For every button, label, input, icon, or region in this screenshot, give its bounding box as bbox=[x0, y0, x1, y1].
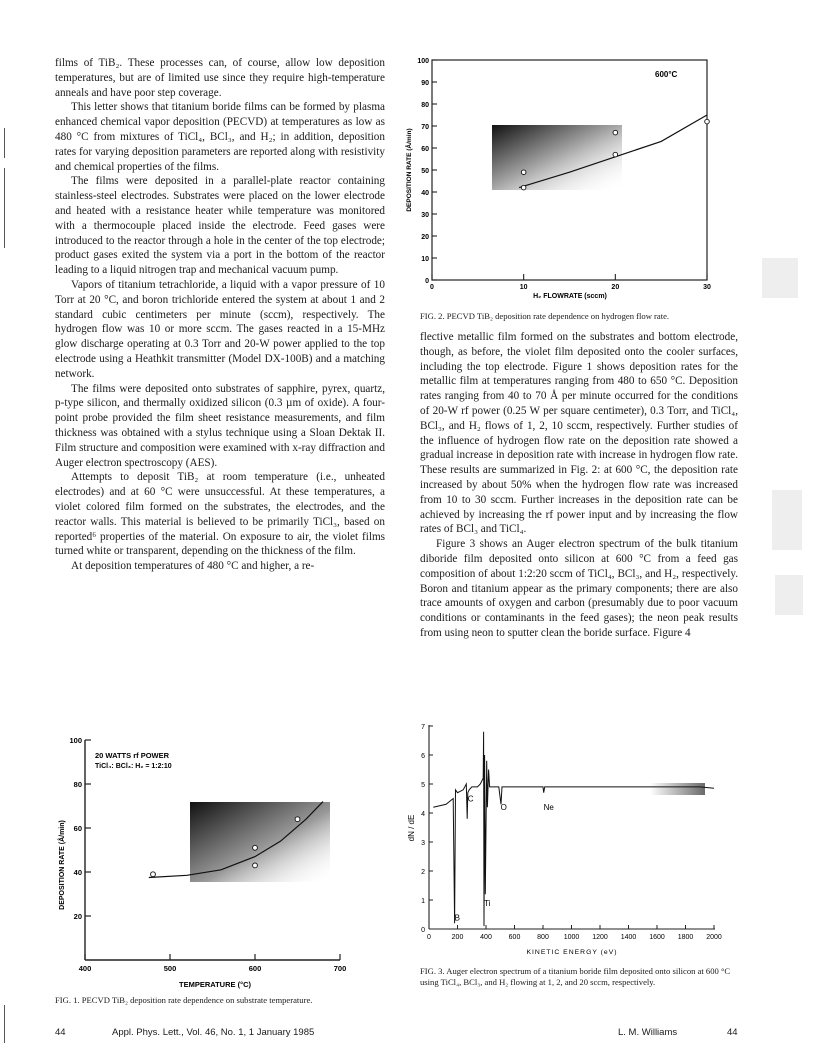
figure-3-chart bbox=[400, 720, 720, 958]
x-tick-label: 200 bbox=[451, 934, 464, 941]
x-tick-label: 30 bbox=[703, 284, 711, 291]
y-tick-label: 1 bbox=[421, 898, 425, 905]
figure-1-caption: FIG. 1. PECVD TiB₂ deposition rate dependence on substrate temperature. bbox=[55, 995, 313, 1005]
y-axis-label: dN / dE bbox=[407, 814, 416, 842]
x-tick-label: 600 bbox=[508, 934, 521, 941]
y-tick-label: 100 bbox=[69, 736, 82, 745]
paragraph: Vapors of titanium tetrachloride, a liquid with a vapor pressure of 10 Torr at 20 °C, and boron trichloride entered the system at about 1 and 2 standard cubic centimeters per minute (sccm), respectively. The hydrogen flow was 10 or more sccm. The gases reacted in a 15-MHz glow discharge operating at 0.3 Torr and 20-W power applied to the top electrode using a Heathkit transmitter (Model DX-100B) and a matching network. bbox=[55, 278, 385, 380]
data-point bbox=[613, 152, 618, 157]
x-tick-label: 400 bbox=[480, 934, 492, 941]
peak-label: Ti bbox=[484, 898, 491, 908]
y-tick-label: 100 bbox=[417, 58, 429, 65]
y-tick-label: 70 bbox=[421, 124, 429, 131]
right-column bbox=[420, 330, 738, 641]
journal-citation: Appl. Phys. Lett., Vol. 46, No. 1, 1 January 1985 bbox=[112, 1027, 315, 1038]
scan-smudge-2 bbox=[772, 490, 802, 550]
x-tick-label: 20 bbox=[611, 284, 620, 291]
x-tick-label: 600 bbox=[248, 964, 262, 973]
y-axis-label: DEPOSITION RATE (Å/min) bbox=[59, 820, 66, 910]
peak-label: C bbox=[467, 794, 474, 804]
x-tick-label: 1600 bbox=[649, 934, 665, 941]
paragraph: The films were deposited onto substrates of sapphire, pyrex, quartz, p-type silicon, and thermally oxidized silicon (0.3 µm of oxide). A four-point probe provided the film sheet resistance measurements, and film thickness was obtained with a stylus technique using a Sloan Dektak II. Film structure and composition were examined with x-ray diffraction and Auger electron spectroscopy (AES). bbox=[55, 382, 385, 469]
y-tick-label: 6 bbox=[421, 753, 425, 760]
figure-2-caption: FIG. 2. PECVD TiB₂ deposition rate dependence on hydrogen flow rate. bbox=[420, 311, 670, 321]
y-tick-label: 3 bbox=[421, 840, 425, 847]
y-tick-label: 40 bbox=[73, 868, 82, 877]
margin-rule-bottom bbox=[4, 1005, 5, 1043]
y-tick-label: 10 bbox=[421, 256, 429, 263]
page-number-left: 44 bbox=[55, 1027, 66, 1038]
margin-rule-mid bbox=[4, 168, 5, 248]
scan-smudge-3 bbox=[775, 575, 803, 615]
x-tick-label: 2000 bbox=[706, 934, 722, 941]
y-tick-label: 0 bbox=[425, 278, 429, 285]
x-tick-label: 0 bbox=[430, 284, 434, 291]
x-tick-label: 800 bbox=[537, 934, 549, 941]
x-tick-label: 400 bbox=[78, 964, 92, 973]
data-point bbox=[295, 817, 300, 822]
x-tick-label: 1200 bbox=[592, 934, 608, 941]
x-tick-label: 0 bbox=[427, 934, 431, 941]
paragraph: Figure 3 shows an Auger electron spectrum of the bulk titanium diboride film deposited onto silicon at 600 °C from a feed gas composition of about 1:2:20 sccm of TiCl₄, BCl₃, and H₂, respectively. Boron and titanium appear as the primary components; there are also trace amounts of oxygen and carbon (presumably due to poor vacuum conditions or contaminants in the feed gases); the neon peak results from using neon to sputter clean the boride surface. Figure 4 bbox=[420, 538, 738, 639]
x-tick-label: 1800 bbox=[677, 934, 694, 941]
y-tick-label: 2 bbox=[421, 869, 425, 876]
x-tick-label: 500 bbox=[163, 964, 177, 973]
y-tick-label: 7 bbox=[421, 724, 425, 731]
y-tick-label: 40 bbox=[421, 190, 429, 197]
shading-artifact bbox=[190, 802, 330, 882]
author-name: L. M. Williams bbox=[618, 1027, 678, 1038]
figure-2-chart bbox=[402, 55, 722, 303]
paragraph: At deposition temperatures of 480 °C and higher, a re- bbox=[71, 560, 315, 573]
figure-3-caption: FIG. 3. Auger electron spectrum of a titanium boride film deposited onto silicon at 600 °C using TiCl₄, BCl₃, and H₂ flowing at 1, 2, and 20 sccm, respectively. bbox=[420, 966, 731, 987]
y-tick-label: 50 bbox=[421, 168, 429, 175]
paragraph: This letter shows that titanium boride films can be formed by plasma enhanced chemical vapor deposition (PECVD) at temperatures as low as 480 °C from mixtures of TiCl₄, BCl₃, and H₂; in addition, deposition rates for varying deposition parameters are reported along with resistivity and chemical properties of the films. bbox=[55, 101, 385, 173]
x-tick-label: 1400 bbox=[620, 934, 637, 941]
annotation-ratio: TiCl₄: BCl₃: H₂ = 1:2:10 bbox=[95, 763, 172, 770]
y-tick-label: 80 bbox=[421, 102, 429, 109]
paragraph: The films were deposited in a parallel-plate reactor containing stainless-steel electrodes. Substrates were placed on the lower electrode and heated with a resistance heater while temperature was monitored with a thermocouple placed inside the electrode. Feed gases were introduced to the reactor through a hole in the center of the top electrode; product gases exited the system via a port in the bottom of the reactor leading to a liquid nitrogen trap and mechanical vacuum pump. bbox=[55, 175, 385, 277]
annotation-power: 20 WATTS rf POWER bbox=[95, 751, 170, 760]
y-axis-label: DEPOSITION RATE (Å/min) bbox=[406, 128, 413, 212]
peak-label: O bbox=[500, 803, 507, 813]
x-tick-label: 700 bbox=[333, 964, 347, 973]
y-tick-label: 30 bbox=[421, 212, 429, 219]
shading-artifact bbox=[492, 125, 622, 190]
y-tick-label: 20 bbox=[73, 912, 82, 921]
paragraph: flective metallic film formed on the substrates and bottom electrode, though, as before, the violet film deposited onto the cooler surfaces, including the top electrode. Figure 1 shows deposition rates for the metallic film at temperatures ranging from 480 to 650 °C. Deposition rates ranging from 40 to 70 Å per minute occurred for the conditions of 20-W rf power (0.25 W per square centimeter), 0.3 Torr, and TiCl₄, BCl₃, and H₂ flows of 1, 2, 10 sccm, respectively. Further studies of the influence of hydrogen flow rate on the deposition rate showed a gradual increase in deposition rate with increase in hydrogen flow rate. These results are summarized in Fig. 2: at 600 °C, the deposition rate increased by about 50% when the hydrogen flow rate was increased from 10 to 30 sccm. Further increases in the deposition rate can be achieved by increasing the rf power input and by increasing the flow rates of BCl₃ and TiCl₄. bbox=[420, 331, 738, 536]
paragraph: films of TiB₂. These processes can, of course, allow low deposition temperatures, but are of limited use since they require high-temperature anneals and have poor step coverage. bbox=[55, 57, 385, 99]
annotation-temperature: 600°C bbox=[655, 70, 678, 79]
x-axis-label: H₂ FLOWRATE (sccm) bbox=[533, 293, 607, 300]
x-tick-label: 1000 bbox=[563, 934, 580, 941]
data-point bbox=[253, 845, 258, 850]
y-tick-label: 80 bbox=[73, 780, 82, 789]
y-tick-label: 4 bbox=[421, 811, 425, 818]
x-axis-label: TEMPERATURE (°C) bbox=[178, 980, 252, 989]
y-tick-label: 5 bbox=[421, 782, 425, 789]
left-column bbox=[55, 56, 385, 574]
y-tick-label: 20 bbox=[421, 234, 429, 241]
spectrum-line bbox=[433, 732, 714, 926]
data-point bbox=[253, 863, 258, 868]
shading-artifact bbox=[650, 783, 705, 795]
y-tick-label: 60 bbox=[73, 824, 82, 833]
peak-label: B bbox=[454, 913, 460, 923]
data-point bbox=[705, 119, 710, 124]
y-tick-label: 90 bbox=[421, 80, 429, 87]
y-tick-label: 60 bbox=[421, 146, 429, 153]
data-point bbox=[521, 185, 526, 190]
margin-rule-top bbox=[4, 128, 5, 158]
y-tick-label: 0 bbox=[421, 927, 425, 934]
x-axis-label: KINETIC ENERGY (eV) bbox=[526, 949, 618, 956]
paragraph: Attempts to deposit TiB₂ at room temperature (i.e., unheated electrodes) and at 60 °C were unsuccessful. At these temperatures, a violet colored film formed on the substrates, the electrodes, and the reactor walls. This material is believed to be primarily TiCl₃, based on reported⁶ properties of the material. On exposure to air, the violet films turned white or transparent, depending on the thickness of the film. bbox=[55, 471, 385, 558]
data-point bbox=[613, 130, 618, 135]
x-tick-label: 10 bbox=[519, 284, 528, 291]
scan-smudge-1 bbox=[762, 258, 798, 298]
data-point bbox=[521, 170, 526, 175]
data-point bbox=[151, 872, 156, 877]
figure-1-chart bbox=[55, 735, 385, 995]
peak-label: Ne bbox=[543, 803, 554, 813]
page-number-right: 44 bbox=[727, 1027, 738, 1038]
